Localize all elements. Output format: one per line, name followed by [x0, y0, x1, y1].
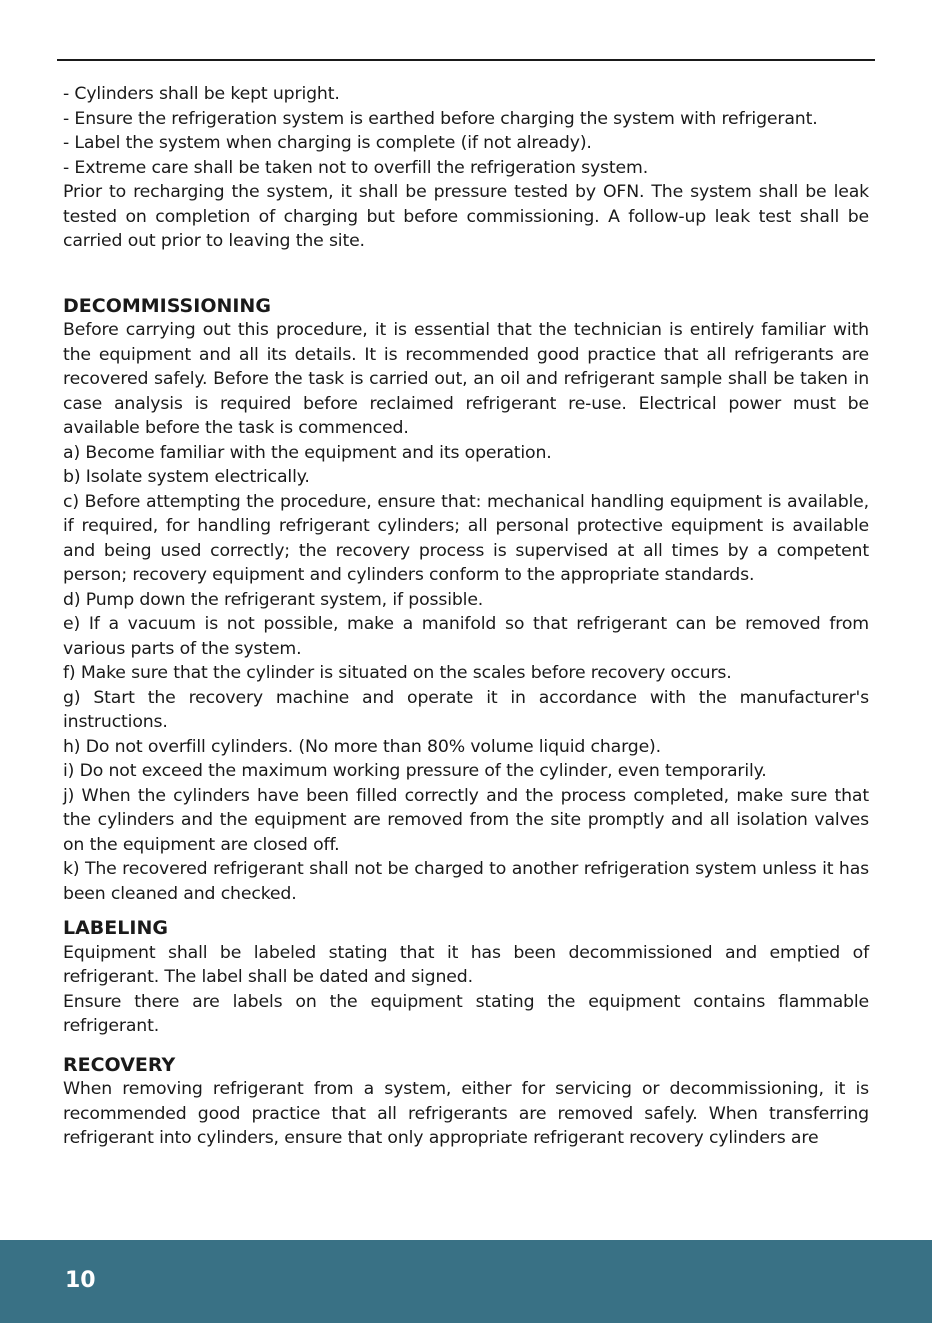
recovery-paragraph: When removing refrigerant from a system, either for servicing or decommissioning, it is recommended good practice that all refrigerants are removed safely. When transferring refrigerant into cylinders, ensure that only appropriate refrigerant recovery cylinders are	[63, 1079, 869, 1148]
intro-line: - Label the system when charging is complete (if not already).	[63, 133, 592, 153]
decommissioning-step: i) Do not exceed the maximum working pressure of the cylinder, even temporarily.	[63, 761, 767, 781]
decommissioning-step: e) If a vacuum is not possible, make a manifold so that refrigerant can be removed from various parts of the system.	[63, 614, 869, 659]
decommissioning-step: c) Before attempting the procedure, ensure that: mechanical handling equipment is available, if required, for handling refrigerant cylinders; all personal protective equipment is available and being used correctly; the recovery process is supervised at all times by a competent person; recovery equipment and cylinders conform to the appropriate standards.	[63, 491, 869, 585]
page-number: 10	[65, 1268, 96, 1293]
decommissioning-step: d) Pump down the refrigerant system, if possible.	[63, 589, 484, 610]
labeling-heading: LABELING	[63, 917, 168, 939]
intro-line: - Cylinders shall be kept upright.	[63, 84, 340, 104]
decommissioning-intro: Before carrying out this procedure, it is essential that the technician is entirely familiar with the equipment and all its details. It is recommended good practice that all refrigerants are recovered safely. Before the task is carried out, an oil and refrigerant sample shall be taken in case analysis is required before reclaimed refrigerant re-use. Electrical power must be available before the task is commenced.	[63, 320, 869, 438]
decommissioning-heading: DECOMMISSIONING	[63, 294, 271, 317]
decommissioning-step: b) Isolate system electrically.	[63, 467, 310, 487]
page-body	[63, 82, 869, 1151]
intro-paragraph: Prior to recharging the system, it shall be pressure tested by OFN. The system shall be leak tested on completion of charging but before commissioning. A follow-up leak test shall be carried out prior to leaving the site.	[63, 182, 869, 251]
decommissioning-step: f) Make sure that the cylinder is situated on the scales before recovery occurs.	[63, 663, 732, 683]
decommissioning-step: a) Become familiar with the equipment and its operation.	[63, 442, 552, 463]
decommissioning-step: j) When the cylinders have been filled correctly and the process completed, make sure that the cylinders and the equipment are removed from the site promptly and all isolation valves on the equipment are closed off.	[63, 785, 869, 855]
decommissioning-step: h) Do not overfill cylinders. (No more than 80% volume liquid charge).	[63, 736, 661, 757]
decommissioning-step: g) Start the recovery machine and operate it in accordance with the manufacturer's instructions.	[63, 687, 869, 732]
decommissioning-step: k) The recovered refrigerant shall not be charged to another refrigeration system unless it has been cleaned and checked.	[63, 859, 869, 904]
labeling-paragraph: Equipment shall be labeled stating that it has been decommissioned and emptied of refrigerant. The label shall be dated and signed.	[63, 942, 869, 987]
labeling-paragraph: Ensure there are labels on the equipment stating the equipment contains flammable refrigerant.	[63, 991, 869, 1036]
footer-bar	[0, 1240, 932, 1323]
header-rule	[57, 59, 875, 61]
recovery-heading: RECOVERY	[63, 1053, 176, 1076]
intro-line: - Extreme care shall be taken not to overfill the refrigeration system.	[63, 157, 649, 178]
intro-line: - Ensure the refrigeration system is earthed before charging the system with refrigerant.	[63, 108, 818, 129]
